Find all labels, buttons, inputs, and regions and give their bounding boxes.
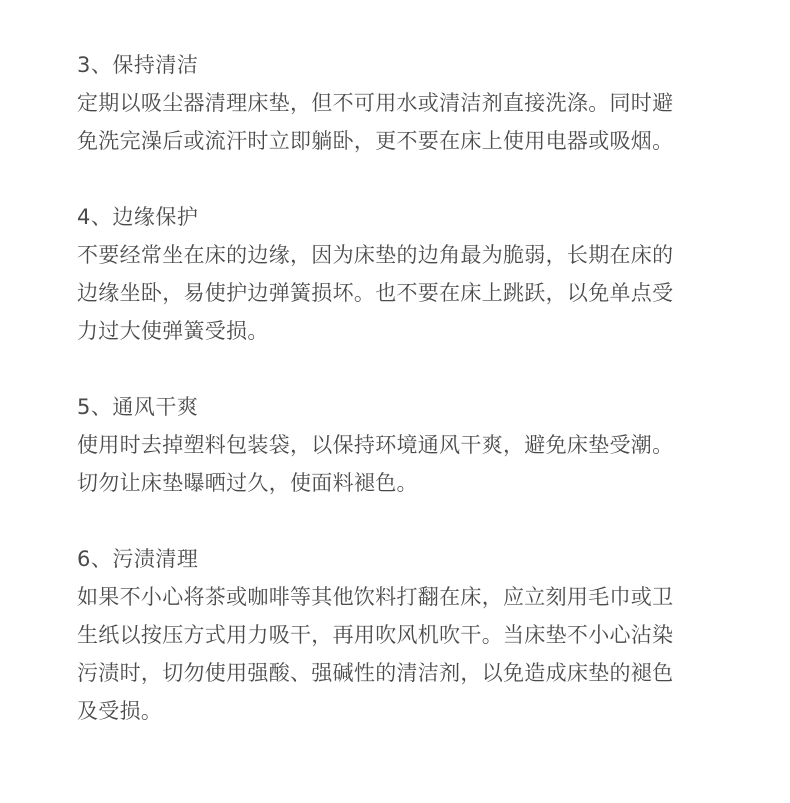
section-edge-protection bbox=[77, 198, 767, 350]
paragraph-line: 及受损。 bbox=[77, 699, 163, 723]
section-heading: 6、污渍清理 bbox=[77, 547, 199, 571]
paragraph-line: 不要经常坐在床的边缘，因为床垫的边角最为脆弱，长期在床的 bbox=[77, 243, 674, 267]
paragraph-line: 力过大使弹簧受损。 bbox=[77, 319, 269, 343]
section-heading: 5、通风干爽 bbox=[77, 395, 199, 419]
section-spacer bbox=[77, 350, 767, 388]
paragraph-line: 定期以吸尘器清理床垫，但不可用水或清洁剂直接洗涤。同时避 bbox=[77, 91, 674, 115]
paragraph-line: 生纸以按压方式用力吸干，再用吹风机吹干。当床垫不小心沾染 bbox=[77, 623, 674, 647]
paragraph-line: 如果不小心将茶或咖啡等其他饮料打翻在床，应立刻用毛巾或卫 bbox=[77, 585, 674, 609]
section-ventilation bbox=[77, 388, 767, 502]
section-keep-clean bbox=[77, 46, 767, 160]
section-heading: 3、保持清洁 bbox=[77, 53, 199, 77]
paragraph-line: 免洗完澡后或流汗时立即躺卧，更不要在床上使用电器或吸烟。 bbox=[77, 129, 674, 153]
section-stain-cleaning bbox=[77, 540, 767, 730]
paragraph-line: 边缘坐卧，易使护边弹簧损坏。也不要在床上跳跃，以免单点受 bbox=[77, 281, 674, 305]
paragraph-line: 使用时去掉塑料包装袋，以保持环境通风干爽，避免床垫受潮。 bbox=[77, 433, 674, 457]
paragraph-line: 切勿让床垫曝晒过久，使面料褪色。 bbox=[77, 471, 418, 495]
care-instructions-document bbox=[77, 46, 767, 730]
section-heading: 4、边缘保护 bbox=[77, 205, 199, 229]
section-spacer bbox=[77, 502, 767, 540]
section-spacer bbox=[77, 160, 767, 198]
paragraph-line: 污渍时，切勿使用强酸、强碱性的清洁剂，以免造成床垫的褪色 bbox=[77, 661, 674, 685]
